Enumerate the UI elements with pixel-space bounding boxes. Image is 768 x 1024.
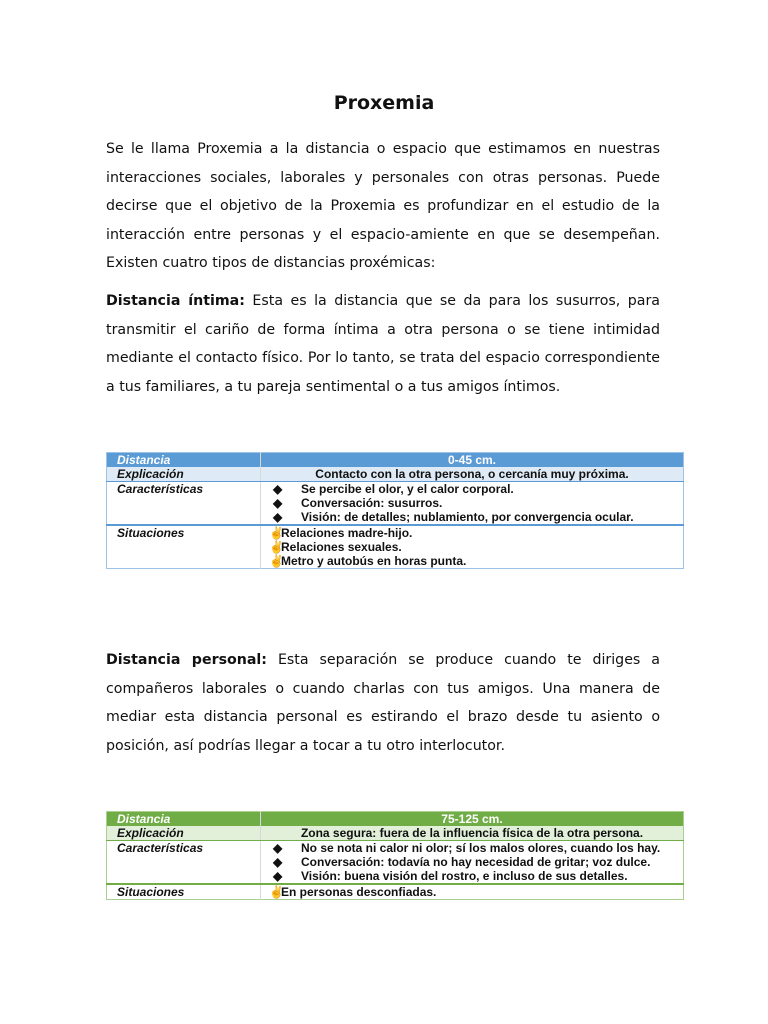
- caracteristicas-list: [261, 841, 684, 885]
- list-item: ◆ Se percibe el olor, y el calor corporal.: [265, 482, 679, 496]
- intimate-distance-table: [106, 452, 684, 569]
- situaciones-label: Situaciones: [117, 526, 185, 540]
- situaciones-row: [107, 525, 684, 569]
- caracteristicas-label: Características: [107, 482, 261, 526]
- explicacion-row: [107, 826, 684, 841]
- explicacion-label: Explicación: [107, 467, 261, 482]
- diamond-bullet-icon: ◆: [273, 510, 283, 524]
- list-item: ✌ Relaciones madre-hijo.: [265, 526, 679, 540]
- personal-distance-table: [106, 811, 684, 900]
- diamond-bullet-icon: ◆: [273, 496, 283, 510]
- intro-paragraph: Se le llama Proxemia a la distancia o espacio que estimamos en nuestras interacciones sociales, laborales y personales con otras personas. Puede decirse que el objetivo de la Proxemia es profundizar en el estudio de la interacción entre personas y el espacio-amiente en que se desempeñan. Existen cuatro tipos de distancias proxémicas:: [106, 141, 660, 271]
- list-item: ◆ Conversación: todavía no hay necesidad de gritar; voz dulce.: [265, 855, 679, 869]
- list-item: ✌ Metro y autobús en horas punta.: [265, 554, 679, 568]
- diamond-bullet-icon: ◆: [273, 869, 283, 883]
- situaciones-list: [261, 525, 684, 569]
- victory-hand-icon: ✌: [269, 554, 284, 568]
- situaciones-list: [261, 884, 684, 900]
- explicacion-row: [107, 467, 684, 482]
- intimate-distance-heading: Distancia íntima:: [106, 293, 245, 309]
- situaciones-row: [107, 884, 684, 900]
- personal-distance-heading: Distancia personal:: [106, 652, 267, 668]
- caracteristicas-list: [261, 482, 684, 526]
- list-item: ◆ Visión: de detalles; nublamiento, por convergencia ocular.: [265, 510, 679, 524]
- intimate-distance-text: Esta es la distancia que se da para los susurros, para transmitir el cariño de forma íntima a otra persona o se tiene intimidad mediante el contacto físico. Por lo tanto, se trata del espacio correspondiente a tus familiares, a tu pareja sentimental o a tus amigos íntimos.: [106, 293, 661, 395]
- caracteristicas-label: Características: [107, 841, 261, 885]
- list-item: ✌ En personas desconfiadas.: [265, 885, 679, 899]
- list-item: ◆ Conversación: susurros.: [265, 496, 679, 510]
- header-value: 0-45 cm.: [261, 453, 684, 468]
- intimate-distance-paragraph: [106, 287, 660, 401]
- caracteristicas-row: [107, 482, 684, 526]
- explicacion-value: Zona segura: fuera de la influencia física de la otra persona.: [261, 826, 684, 841]
- header-label: Distancia: [107, 453, 261, 468]
- table-header-row: [107, 453, 684, 468]
- diamond-bullet-icon: ◆: [273, 855, 283, 869]
- table-header-row: [107, 812, 684, 827]
- explicacion-value: Contacto con la otra persona, o cercanía muy próxima.: [261, 467, 684, 482]
- list-item: ✌ Relaciones sexuales.: [265, 540, 679, 554]
- caracteristicas-row: [107, 841, 684, 885]
- list-item: ◆ Visión: buena visión del rostro, e incluso de sus detalles.: [265, 869, 679, 883]
- victory-hand-icon: ✌: [269, 526, 284, 540]
- explicacion-label: Explicación: [107, 826, 261, 841]
- victory-hand-icon: ✌: [269, 885, 284, 899]
- victory-hand-icon: ✌: [269, 540, 284, 554]
- personal-distance-text: Esta separación se produce cuando te diriges a compañeros laborales o cuando charlas con tus amigos. Una manera de mediar esta distancia personal es estirando el brazo desde tu asiento o posición, así podrías llegar a tocar a tu otro interlocutor.: [106, 652, 660, 754]
- list-item: ◆ No se nota ni calor ni olor; sí los malos olores, cuando los hay.: [265, 841, 679, 855]
- header-value: 75-125 cm.: [261, 812, 684, 827]
- situaciones-label: Situaciones: [117, 885, 185, 899]
- header-label: Distancia: [107, 812, 261, 827]
- diamond-bullet-icon: ◆: [273, 482, 283, 496]
- document-title: Proxemia: [333, 92, 435, 114]
- personal-distance-paragraph: [106, 646, 660, 760]
- diamond-bullet-icon: ◆: [273, 841, 283, 855]
